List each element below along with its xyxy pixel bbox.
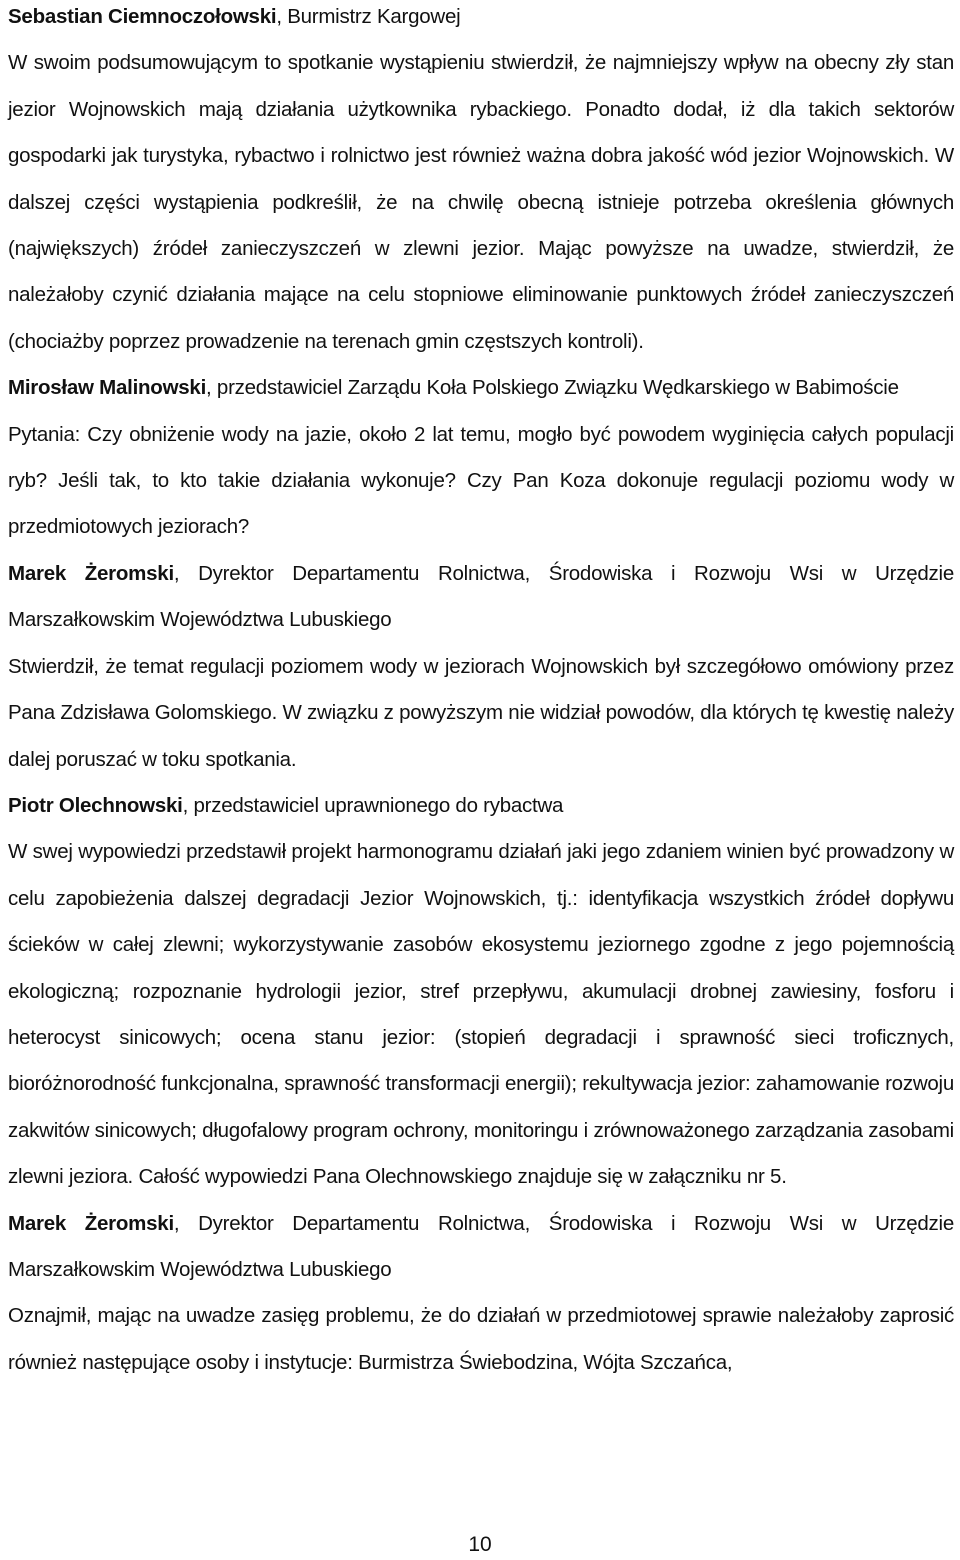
speaker-name: Mirosław Malinowski: [8, 376, 207, 400]
speaker-name: Marek Żeromski: [8, 1211, 174, 1235]
speaker-heading: [8, 365, 954, 411]
document-page: [8, 0, 954, 1386]
speaker-role: , Dyrektor Departamentu Rolnictwa, Środowiska i Rozwoju Wsi w Urzędzie Marszałkowskim Województwa Lubuskiego: [8, 561, 954, 632]
speaker-role: , Dyrektor Departamentu Rolnictwa, Środowiska i Rozwoju Wsi w Urzędzie Marszałkowskim Województwa Lubuskiego: [8, 1211, 954, 1281]
page-number: 10: [468, 1533, 492, 1556]
statement-paragraph: Pytania: Czy obniżenie wody na jazie, około 2 lat temu, mogło być powodem wyginięcia całych populacji ryb? Jeśli tak, to kto takie działania wykonuje? Czy Pan Koza dokonuje regulacji poziomu wody w przedmiotowych jeziorach?: [8, 422, 954, 539]
speaker-heading: [8, 551, 954, 644]
statement-paragraph: W swej wypowiedzi przedstawił projekt harmonogramu działań jaki jego zdaniem winien być prowadzony w celu zapobieżenia dalszej degradacji Jezior Wojnowskich, tj.: identyfikacja wszystkich źródeł dopływu ścieków w całej zlewni; wykorzystywanie zasobów ekosystemu jeziornego zgodne z jego pojemnością ekologiczną; rozpoznanie hydrologii jezior, stref przepływu, akumulacji drobnej zawiesiny, fosforu i heterocyst sinicowych; ocena stanu jezior: (stopień degradacji i sprawność sieci troficznych, bioróżnorodność funkcjonalna, sprawność transformacji energii); rekultywacja jezior: zahamowanie rozwoju zakwitów sinicowych; długofalowy program ochrony, monitoringu i zrównoważonego zarządzania zasobami zlewni jeziora. Całość wypowiedzi Pana Olechnowskiego znajduje się w załączniku nr 5.: [8, 840, 954, 1189]
statement-paragraph: Stwierdził, że temat regulacji poziomem wody w jeziorach Wojnowskich był szczegółowo omówiony przez Pana Zdzisława Golomskiego. W związku z powyższym nie widział powodów, dla których tę kwestię należy dalej poruszać w toku spotkania.: [8, 654, 954, 771]
speaker-name: Piotr Olechnowski: [8, 793, 183, 817]
speaker-role: , przedstawiciel uprawnionego do rybactwa: [182, 793, 564, 817]
speaker-role: , Burmistrz Kargowej: [276, 5, 461, 28]
statement-paragraph: Oznajmił, mając na uwadze zasięg problemu, że do działań w przedmiotowej sprawie należałoby zaprosić również następujące osoby i instytucje: Burmistrza Świebodzina, Wójta Szczańca,: [8, 1304, 954, 1374]
speaker-role: , przedstawiciel Zarządu Koła Polskiego Związku Wędkarskiego w Babimoście: [206, 376, 899, 400]
speaker-heading: [8, 0, 954, 40]
statement-paragraph: W swoim podsumowującym to spotkanie wystąpieniu stwierdził, że najmniejszy wpływ na obecny zły stan jezior Wojnowskich mają działania użytkownika rybackiego. Ponadto dodał, iż dla takich sektorów gospodarki jak turystyka, rybactwo i rolnictwo jest również ważna dobra jakość wód jezior Wojnowskich. W dalszej części wystąpienia podkreślił, że na chwilę obecną istnieje potrzeba określenia głównych (największych) źródeł zanieczyszczeń w zlewni jezior. Mając powyższe na uwadze, stwierdził, że należałoby czynić działania mające na celu stopniowe eliminowanie punktowych źródeł zanieczyszczeń (chociażby poprzez prowadzenie na terenach gmin częstszych kontroli).: [8, 51, 954, 353]
speaker-name: Marek Żeromski: [8, 561, 174, 585]
speaker-name: Sebastian Ciemnoczołowski: [8, 5, 277, 28]
speaker-heading: [8, 1201, 954, 1294]
speaker-heading: [8, 783, 954, 829]
